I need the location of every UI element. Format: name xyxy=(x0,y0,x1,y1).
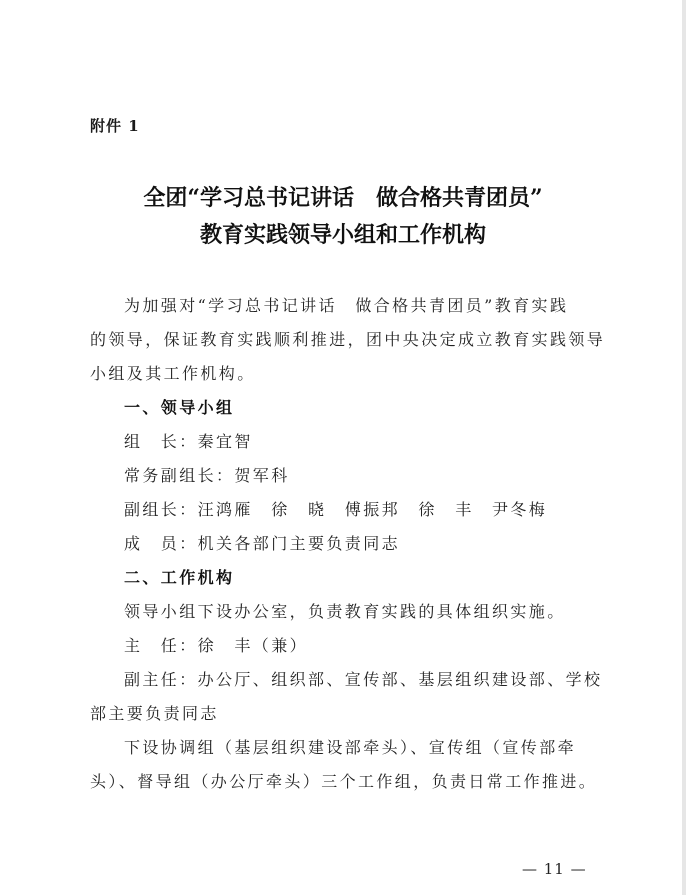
leader-item: 组 长：秦宜智 xyxy=(124,432,253,451)
intro-line-2: 的领导，保证教育实践顺利推进，团中央决定成立教育实践领导 xyxy=(90,330,606,349)
title-line-2: 教育实践领导小组和工作机构 xyxy=(199,222,486,248)
page-edge xyxy=(682,0,686,895)
members-item: 成 员：机关各部门主要负责同志 xyxy=(124,534,401,553)
office-description: 领导小组下设办公室，负责教育实践的具体组织实施。 xyxy=(124,602,566,621)
deputy-directors-item: 副主任：办公厅、组织部、宣传部、基层组织建设部、学校 xyxy=(124,670,603,689)
page-number: — 11 — xyxy=(522,860,587,878)
director-item: 主 任：徐 丰（兼） xyxy=(124,636,309,655)
deputy-leaders-item: 副组长：汪鸿雁 徐 晓 傅振邦 徐 丰 尹冬梅 xyxy=(124,500,548,519)
deputy-directors-continuation: 部主要负责同志 xyxy=(90,704,219,723)
working-groups-line-2: 头）、督导组（办公厅牵头）三个工作组，负责日常工作推进。 xyxy=(90,772,598,791)
executive-deputy-item: 常务副组长：贺军科 xyxy=(124,466,290,485)
working-groups-line-1: 下设协调组（基层组织建设部牵头）、宣传组（宣传部牵 xyxy=(124,738,577,757)
section-1-heading: 一、领导小组 xyxy=(124,398,235,417)
section-2-heading: 二、工作机构 xyxy=(124,568,235,587)
attachment-label: 附件 1 xyxy=(90,117,140,135)
intro-line-1: 为加强对“学习总书记讲话 做合格共青团员”教育实践 xyxy=(124,296,569,315)
title-line-1: 全团“学习总书记讲话 做合格共青团员” xyxy=(143,185,543,211)
intro-line-3: 小组及其工作机构。 xyxy=(90,364,256,383)
